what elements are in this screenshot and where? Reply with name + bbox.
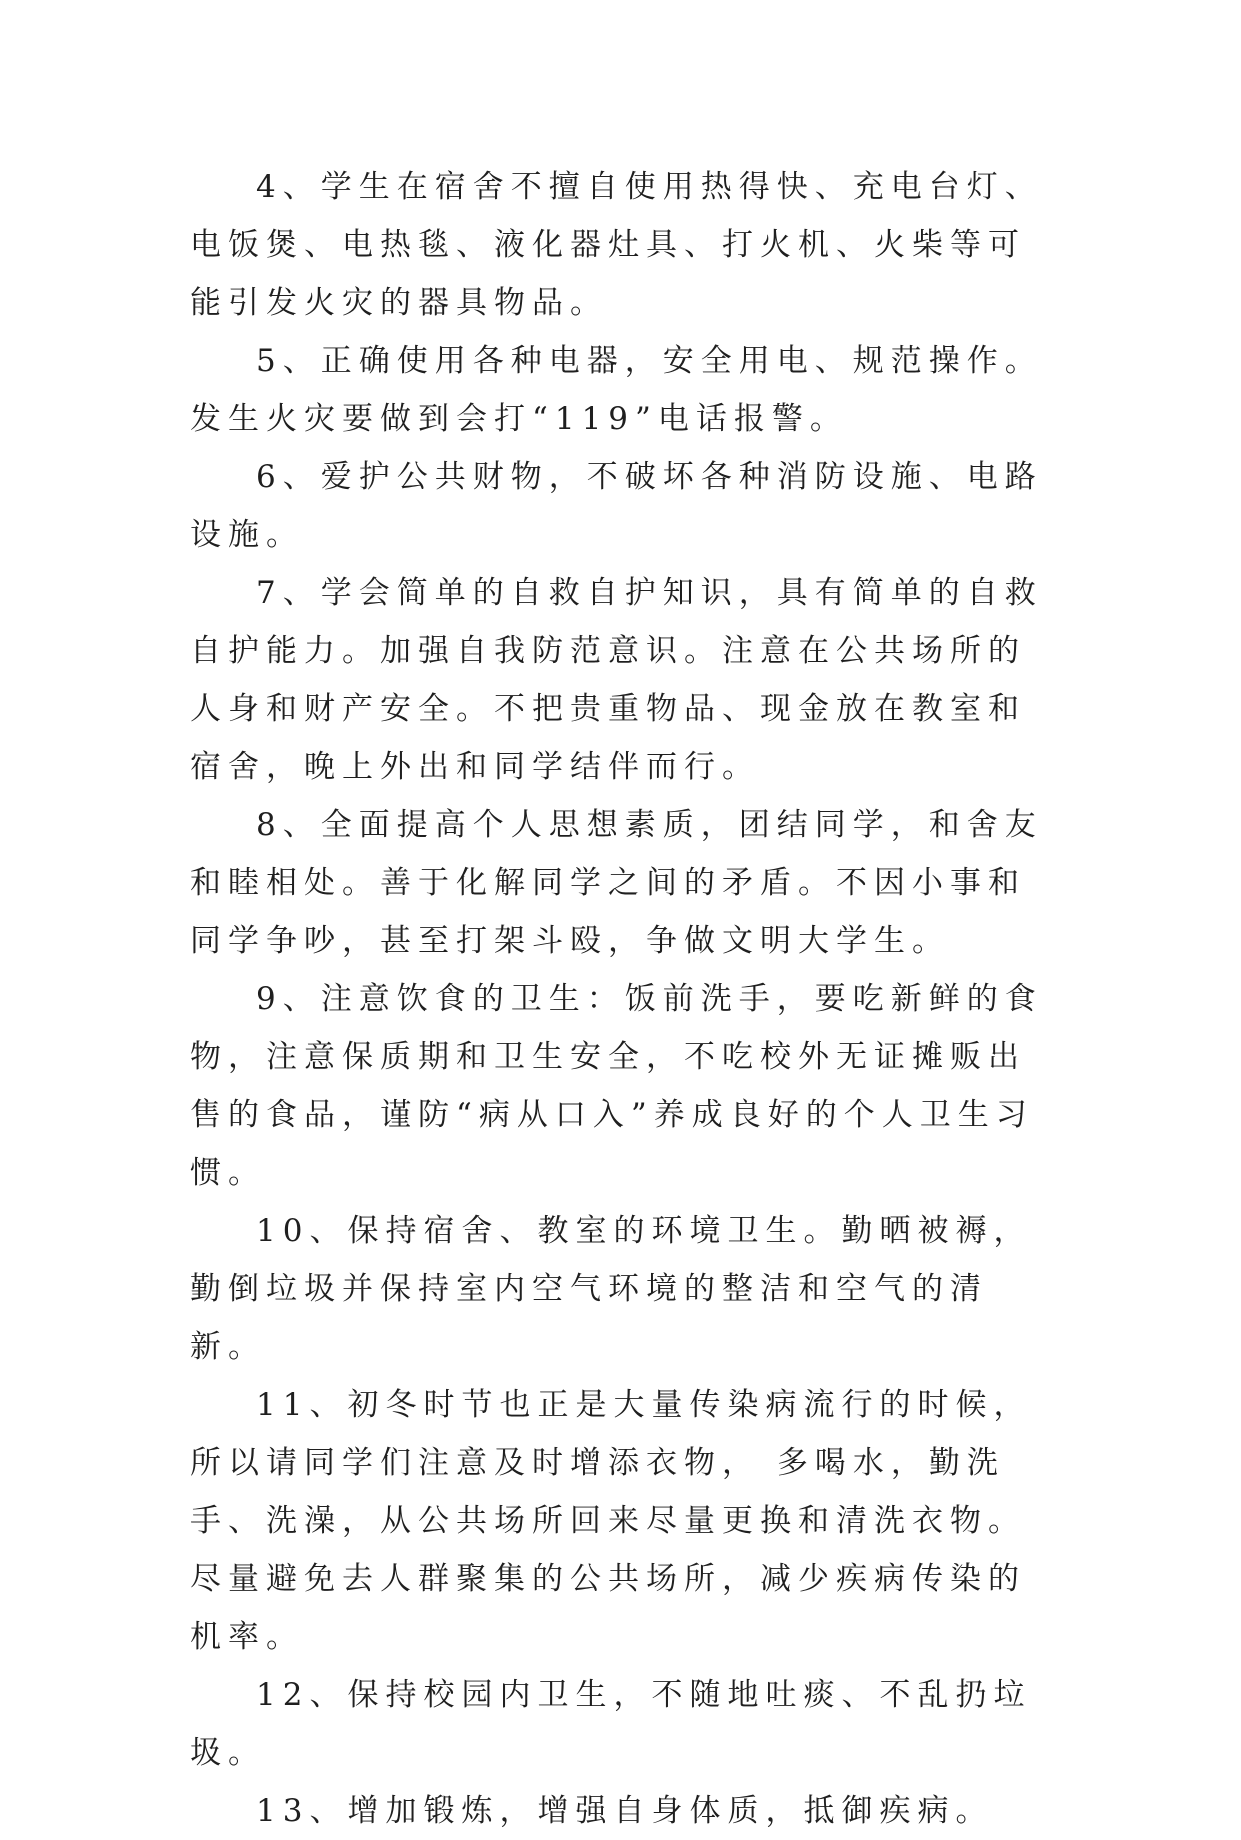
paragraph-item-7: 7、学会简单的自救自护知识，具有简单的自救自护能力。加强自我防范意识。注意在公共场所的人身和财产安全。不把贵重物品、现金放在教室和宿舍，晚上外出和同学结伴而行。 bbox=[190, 575, 1043, 785]
paragraph-item-4: 4、学生在宿舍不擅自使用热得快、充电台灯、电饭煲、电热毯、液化器灶具、打火机、火柴等可能引发火灾的器具物品。 bbox=[190, 169, 1043, 321]
paragraph-item-12: 12、保持校园内卫生，不随地吐痰、不乱扔垃圾。 bbox=[190, 1677, 1032, 1771]
paragraph-item-8: 8、全面提高个人思想素质，团结同学，和舍友和睦相处。善于化解同学之间的矛盾。不因小事和同学争吵，甚至打架斗殴，争做文明大学生。 bbox=[190, 807, 1043, 959]
paragraph-item-13: 13、增加锻炼，增强自身体质，抵御疾病。 bbox=[256, 1793, 994, 1829]
paragraph-item-11: 11、初冬时节也正是大量传染病流行的时候，所以请同学们注意及时增添衣物， 多喝水，勤洗手、洗澡，从公共场所回来尽量更换和清洗衣物。尽量避免去人群聚集的公共场所，减少疾病传染的机率。 bbox=[190, 1387, 1032, 1655]
document-body bbox=[190, 158, 1048, 1840]
paragraph-item-10: 10、保持宿舍、教室的环境卫生。勤晒被褥，勤倒垃圾并保持室内空气环境的整洁和空气的清新。 bbox=[190, 1213, 1032, 1365]
paragraph-item-5: 5、正确使用各种电器，安全用电、规范操作。发生火灾要做到会打“119”电话报警。 bbox=[190, 343, 1043, 437]
paragraph-item-9: 9、注意饮食的卫生：饭前洗手，要吃新鲜的食物，注意保质期和卫生安全，不吃校外无证摊贩出售的食品，谨防“病从口入”养成良好的个人卫生习惯。 bbox=[190, 981, 1043, 1191]
paragraph-item-6: 6、爱护公共财物，不破坏各种消防设施、电路设施。 bbox=[190, 459, 1043, 553]
